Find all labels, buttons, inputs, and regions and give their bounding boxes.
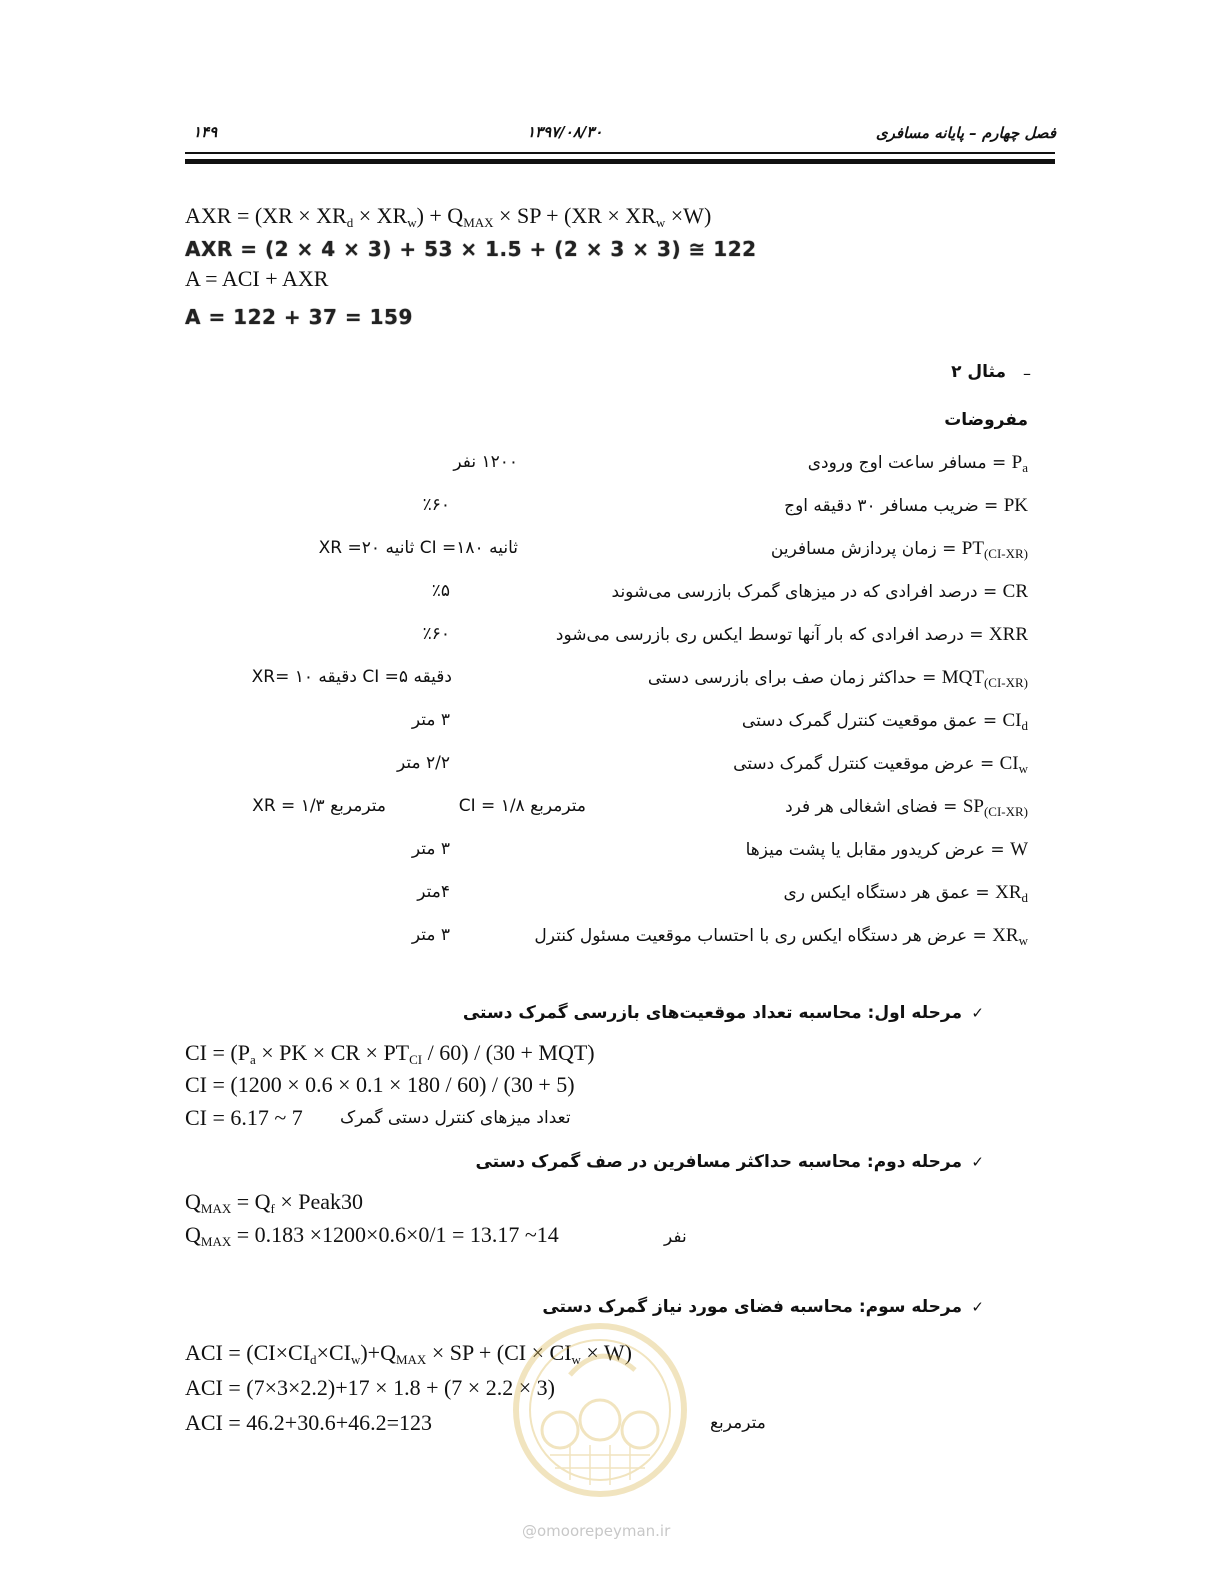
assumption-value: ۴متر	[417, 882, 450, 902]
assumption-description: = مسافر ساعت اوج ورودی	[807, 453, 1007, 473]
assumption-row-label	[648, 667, 1028, 689]
assumption-description: = ضریب مسافر ۳۰ دقیقه اوج	[784, 496, 999, 516]
assumption-variable: $SP_{(CI-XR)}$	[962, 796, 1028, 819]
assumption-row-label	[612, 581, 1028, 603]
assumption-description: = درصد افرادی که بار آنها توسط ایکس ری بازرسی می‌شود	[555, 625, 984, 645]
formula-axr-definition: AXR = $(XR \times XR_d \times XR_w) + Q_{MAX}$ × SP + $(XR \times XR_w \times W)$	[185, 203, 712, 230]
step2-title: مرحله دوم: محاسبه حداکثر مسافرین در صف گمرک دستی	[475, 1152, 962, 1172]
assumption-variable: $CI_d$	[1002, 710, 1028, 733]
assumption-value: ٪۵	[431, 581, 450, 601]
list-dash: –	[1023, 364, 1031, 383]
watermark-logo-icon	[510, 1320, 690, 1500]
assumption-description: = عمق موقعیت کنترل گمرک دستی	[741, 711, 998, 731]
assumption-row-label	[783, 882, 1028, 904]
step3-formula-2: ACI = (7×3×2.2)+17 × 1.8 + (7 × 2.2 × 3)	[185, 1375, 555, 1400]
assumption-row-label	[556, 624, 1028, 646]
step1-title: مرحله اول: محاسبه تعداد موقعیت‌های بازرسی گمرک دستی	[462, 1003, 962, 1023]
assumption-description: = حداکثر زمان صف برای بازرسی دستی	[647, 668, 937, 688]
formula-a-calculation: A = 122 + 37 = 159	[185, 305, 413, 329]
check-icon: ✓	[971, 1004, 984, 1022]
header-rule-thick	[185, 159, 1055, 164]
assumption-row-label	[771, 538, 1028, 560]
watermark-url: @omoorepeyman.ir	[522, 1522, 671, 1540]
assumption-value: ۳ متر	[411, 710, 450, 730]
step1-formula-3: CI = 6.17 ~ 7	[185, 1105, 303, 1130]
assumption-value: ۱۲۰۰ نفر	[453, 452, 518, 472]
assumption-variable: $CI_w$	[999, 753, 1028, 776]
assumption-variable: XRR	[988, 624, 1028, 645]
assumption-value: مترمربع ۱/۸ = CI	[458, 796, 586, 816]
assumption-value: ثانیه ۱۸۰= CI ثانیه ۲۰= XR	[318, 538, 518, 558]
step1-note: تعداد میزهای کنترل دستی گمرک	[340, 1108, 571, 1128]
assumption-row-label	[534, 925, 1028, 947]
assumption-value: ۳ متر	[411, 839, 450, 859]
step2-formula-1: $Q_{MAX} = Q_f$ × Peak30	[185, 1189, 364, 1216]
example-title: مثال ۲	[951, 362, 1006, 382]
assumption-row-label	[808, 452, 1028, 474]
assumption-variable: PK	[1003, 495, 1028, 516]
step2-unit: نفر	[664, 1227, 687, 1247]
assumption-description: = عرض هر دستگاه ایکس ری با احتساب موقعیت مسئول کنترل	[534, 926, 987, 946]
assumptions-heading: مفروضات	[944, 410, 1028, 430]
assumption-row-label	[785, 796, 1028, 818]
assumption-variable: $P_a$	[1011, 452, 1028, 475]
formula-axr-calculation: AXR = (2 × 4 × 3) + 53 × 1.5 + (2 × 3 × 3) ≅ 122	[185, 237, 757, 261]
formula-a-definition: A = ACI + AXR	[185, 266, 329, 291]
assumption-row-label	[784, 495, 1028, 517]
assumption-variable: $XR_d$	[995, 882, 1028, 905]
page-date: ۱۳۹۷/۰۸/۳۰	[527, 123, 603, 141]
assumption-description: = زمان پردازش مسافرین	[770, 539, 957, 559]
chapter-title: فصل چهارم – پایانه مسافری	[875, 124, 1056, 142]
assumption-description: = عرض موقعیت کنترل گمرک دستی	[733, 754, 995, 774]
assumption-row-label	[746, 839, 1028, 861]
assumption-row-label	[733, 753, 1028, 775]
assumption-value: ۳ متر	[411, 925, 450, 945]
assumption-variable: $XR_w$	[992, 925, 1028, 948]
assumption-description: = فضای اشغالی هر فرد	[785, 797, 958, 817]
assumption-description: = درصد افرادی که در میزهای گمرک بازرسی می‌شوند	[611, 582, 998, 602]
step3-unit: مترمربع	[710, 1413, 766, 1433]
step3-formula-3: ACI = 46.2+30.6+46.2=123	[185, 1410, 433, 1435]
assumption-value-secondary: مترمربع ۱/۳ = XR	[252, 796, 386, 816]
check-icon: ✓	[971, 1298, 984, 1316]
assumption-variable: $PT_{(CI-XR)}$	[961, 538, 1028, 561]
step1-formula-2: CI = (1200 × 0.6 × 0.1 × 180 / 60) / (30 + 5)	[185, 1072, 575, 1097]
assumption-value: ۲/۲ متر	[396, 753, 450, 773]
assumption-description: = عمق هر دستگاه ایکس ری	[783, 883, 990, 903]
assumption-variable: CR	[1002, 581, 1028, 602]
check-icon: ✓	[971, 1153, 984, 1171]
page-number: ۱۴۹	[193, 123, 218, 141]
assumption-description: = عرض کریدور مقابل یا پشت میزها	[745, 840, 1005, 860]
step3-title: مرحله سوم: محاسبه فضای مورد نیاز گمرک دستی	[542, 1297, 962, 1317]
assumption-value: دقیقه ۵= CI دقیقه ۱۰ =XR	[251, 667, 452, 687]
assumption-value: ٪۶۰	[422, 495, 450, 515]
assumption-value: ٪۶۰	[422, 624, 450, 644]
assumption-variable: $MQT_{(CI-XR)}$	[941, 667, 1028, 690]
step1-formula-1: CI = ($P_a$ × PK × CR × $PT_{CI} / 60) / (30 + MQT)$	[185, 1040, 595, 1067]
assumption-row-label	[742, 710, 1028, 732]
assumption-variable: W	[1010, 839, 1028, 860]
step2-formula-2: $Q_{MAX} = 0.183 \times 1200\times 0.6\times 0/1 = 13.17$ ~14	[185, 1222, 559, 1249]
step3-formula-1: ACI = $(CI\times CI_d\times CI_w)+Q_{MAX}$ × SP + $(CI \times CI_w \times W)$	[185, 1340, 633, 1367]
header-rule-thin	[185, 152, 1055, 154]
